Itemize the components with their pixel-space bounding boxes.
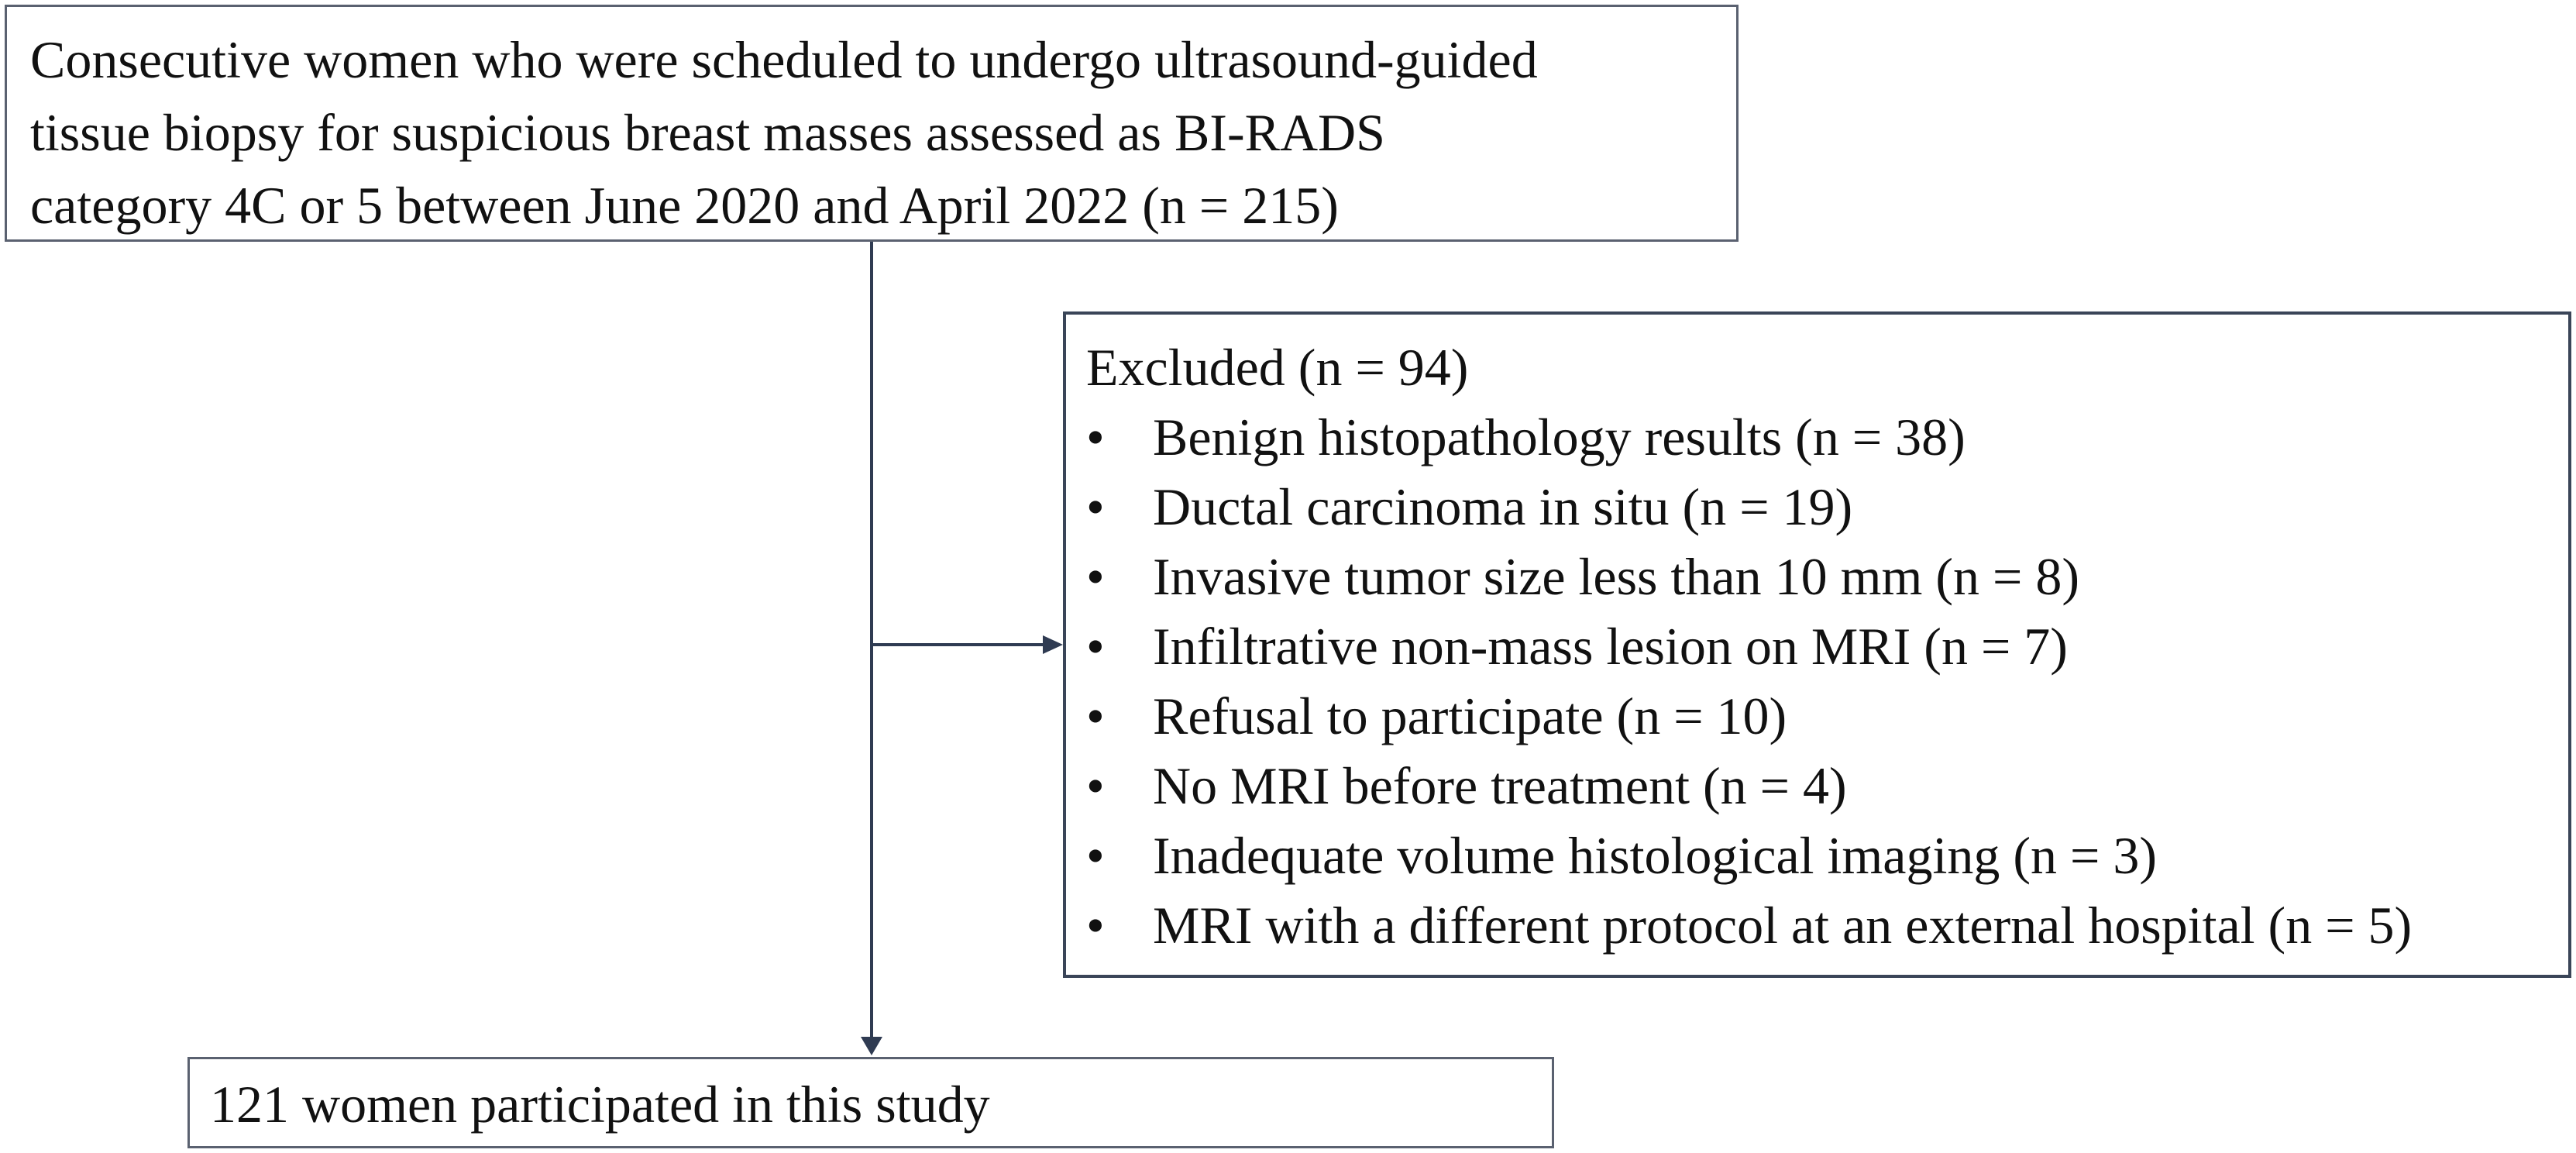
bullet-icon: • bbox=[1086, 756, 1105, 815]
exclusion-arrowhead bbox=[1043, 635, 1063, 654]
excluded-item-refusal: Refusal to participate (n = 10) bbox=[1153, 687, 1787, 745]
bullet-icon: • bbox=[1086, 896, 1105, 955]
excluded-item-external-protocol: MRI with a different protocol at an external hospital (n = 5) bbox=[1153, 896, 2413, 955]
excluded-item-benign: Benign histopathology results (n = 38) bbox=[1153, 408, 1966, 466]
excluded-item-tumor-size: Invasive tumor size less than 10 mm (n = 8) bbox=[1153, 547, 2080, 606]
main-flow-arrowhead bbox=[861, 1037, 882, 1055]
excluded-title: Excluded (n = 94) bbox=[1086, 338, 1469, 397]
excluded-item-no-mri: No MRI before treatment (n = 4) bbox=[1153, 756, 1847, 815]
excluded-item-inadequate-volume: Inadequate volume histological imaging (n = 3) bbox=[1153, 826, 2158, 885]
enrollment-text-line-1: Consecutive women who were scheduled to undergo ultrasound-guided bbox=[30, 30, 1538, 89]
excluded-item-non-mass: Infiltrative non-mass lesion on MRI (n = 7) bbox=[1153, 617, 2068, 676]
bullet-icon: • bbox=[1086, 477, 1105, 536]
enrollment-text-line-2: tissue biopsy for suspicious breast masses assessed as BI-RADS bbox=[30, 103, 1385, 162]
bullet-icon: • bbox=[1086, 687, 1105, 745]
bullet-icon: • bbox=[1086, 826, 1105, 885]
bullet-icon: • bbox=[1086, 547, 1105, 606]
excluded-box bbox=[1063, 311, 2571, 978]
bullet-icon: • bbox=[1086, 617, 1105, 676]
enrollment-text-line-3: category 4C or 5 between June 2020 and April 2022 (n = 215) bbox=[30, 176, 1339, 235]
participants-text: 121 women participated in this study bbox=[210, 1075, 990, 1134]
excluded-item-dcis: Ductal carcinoma in situ (n = 19) bbox=[1153, 477, 1853, 536]
participants-box bbox=[187, 1057, 1554, 1148]
enrollment-box bbox=[5, 5, 1739, 242]
bullet-icon: • bbox=[1086, 408, 1105, 466]
